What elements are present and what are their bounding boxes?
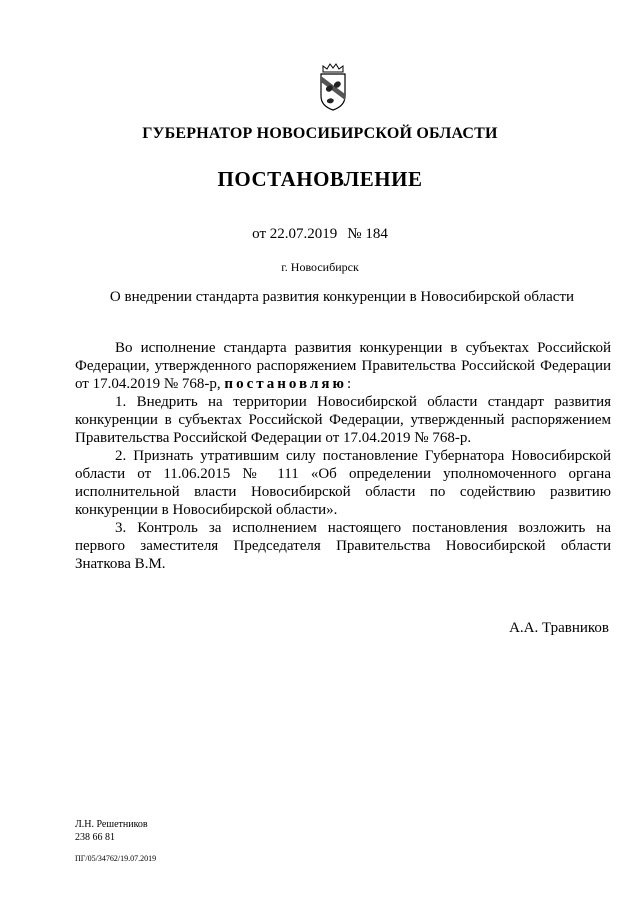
resolution-item: 2. Признать утратившим силу постановление Губернатора Новосибирской области от 11.06.2015 № 111 «Об определении уполномоченного органа исполнительной власти Новосибирской области по содействию развитию конкуренции в Новосибирской области». — [75, 448, 611, 518]
issue-city: г. Новосибирск — [281, 260, 359, 274]
executor-phone: 238 66 81 — [75, 832, 115, 843]
document-date: от 22.07.2019 — [252, 226, 338, 242]
date-number-line — [0, 226, 640, 243]
executor-name: Л.Н. Решетников — [75, 819, 148, 830]
preamble-text: Во исполнение стандарта развития конкуренции в субъектах Российской Федерации, утвержденного распоряжением Правительства Российской Федерации от 17.04.2019 № 768-р, — [75, 340, 611, 392]
coat-of-arms-icon — [318, 62, 348, 112]
document-subject: О внедрении стандарта развития конкуренции в Новосибирской области — [109, 289, 575, 305]
resolution-item: 1. Внедрить на территории Новосибирской области стандарт развития конкуренции в субъектах Российской Федерации, утвержденный распоряжением Правительства Российской Федерации от 17.04.2019 № 768-р. — [75, 394, 611, 446]
executor-block — [75, 818, 148, 844]
document-body — [75, 339, 611, 573]
document-number: № 184 — [347, 226, 388, 242]
resolution-item: 3. Контроль за исполнением настоящего постановления возложить на первого заместителя Председателя Правительства Новосибирской области Знаткова В.М. — [75, 520, 611, 572]
resolve-word: постановляю — [224, 376, 347, 392]
preamble-paragraph — [75, 339, 611, 393]
document-type-title: ПОСТАНОВЛЕНИЕ — [217, 167, 423, 191]
issuing-authority: ГУБЕРНАТОР НОВОСИБИРСКОЙ ОБЛАСТИ — [142, 125, 498, 142]
signatory-name: А.А. Травников — [509, 620, 609, 636]
document-id: ПГ/05/34762/19.07.2019 — [75, 854, 157, 863]
resolve-colon: : — [346, 376, 352, 392]
